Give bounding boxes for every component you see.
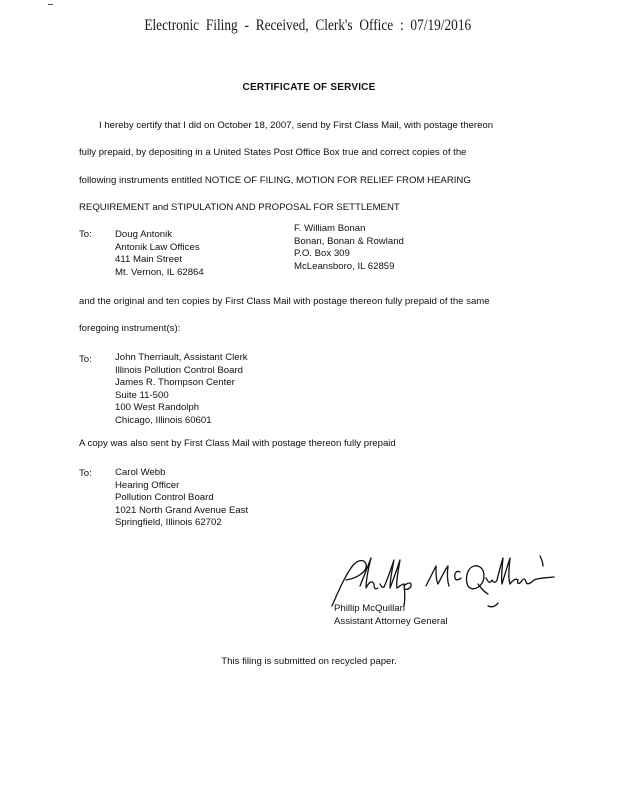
paragraph-line: and the original and ten copies by First Class Mail with postage thereon fully prepaid of the same xyxy=(79,296,490,307)
address-line: John Therriault, Assistant Clerk xyxy=(115,352,248,363)
copy-sent-paragraph xyxy=(79,430,549,457)
address-line: Bonan, Bonan & Rowland xyxy=(294,235,404,247)
address-line: Springfield, Illinois 62702 xyxy=(115,517,222,529)
to-label: To: xyxy=(79,354,92,365)
original-copies-paragraph xyxy=(79,288,549,343)
scan-speck xyxy=(48,4,53,5)
signer-name: Phillip McQuillan xyxy=(334,603,405,614)
paragraph-line: A copy was also sent by First Class Mail with postage thereon fully prepaid xyxy=(79,438,396,449)
document-title: CERTIFICATE OF SERVICE xyxy=(242,82,376,93)
address-line: P.O. Box 309 xyxy=(294,248,350,260)
address-line: James R. Thompson Center xyxy=(115,377,235,389)
paragraph-line: fully prepaid, by depositing in a United States Post Office Box true and correct copies of the xyxy=(79,147,467,159)
address-line: McLeansboro, IL 62859 xyxy=(294,260,395,272)
address-line: Illinois Pollution Control Board xyxy=(115,364,243,376)
signer-title: Assistant Attorney General xyxy=(334,615,448,627)
address-line: Hearing Officer xyxy=(115,479,180,491)
certification-paragraph xyxy=(79,112,549,221)
filing-stamp: Electronic Filing - Received, Clerk's Office : 07/19/2016 xyxy=(144,17,472,34)
to-label: To: xyxy=(79,229,92,240)
address-line: Carol Webb xyxy=(115,467,166,478)
hearing-officer-address xyxy=(115,467,248,530)
address-line: Doug Antonik xyxy=(115,229,173,240)
address-line: F. William Bonan xyxy=(294,223,366,234)
to-label: To: xyxy=(79,468,92,479)
recipient-address-bonan xyxy=(294,223,404,273)
address-line: Pollution Control Board xyxy=(115,492,214,504)
address-line: 1021 North Grand Avenue East xyxy=(115,504,249,516)
clerk-address xyxy=(115,352,248,428)
paragraph-line: following instruments entitled NOTICE OF FILING, MOTION FOR RELIEF FROM HEARING xyxy=(79,174,471,186)
recycled-paper-note: This filing is submitted on recycled paper. xyxy=(221,656,397,667)
paragraph-line: REQUIREMENT and STIPULATION AND PROPOSAL FOR SETTLEMENT xyxy=(79,201,400,213)
address-line: Antonik Law Offices xyxy=(115,241,200,253)
address-line: 411 Main Street xyxy=(115,254,183,266)
paragraph-line: I hereby certify that I did on October 18, 2007, send by First Class Mail, with postage thereon xyxy=(99,120,494,131)
address-line: 100 West Randolph xyxy=(115,402,200,414)
address-line: Suite 11-500 xyxy=(115,389,169,401)
address-line: Chicago, Illinois 60601 xyxy=(115,414,212,426)
address-line: Mt. Vernon, IL 62864 xyxy=(115,266,204,278)
recipient-address-antonik xyxy=(115,229,204,279)
paragraph-line: foregoing instrument(s): xyxy=(79,323,181,335)
signature-block xyxy=(334,603,448,628)
handwritten-signature xyxy=(326,548,562,610)
